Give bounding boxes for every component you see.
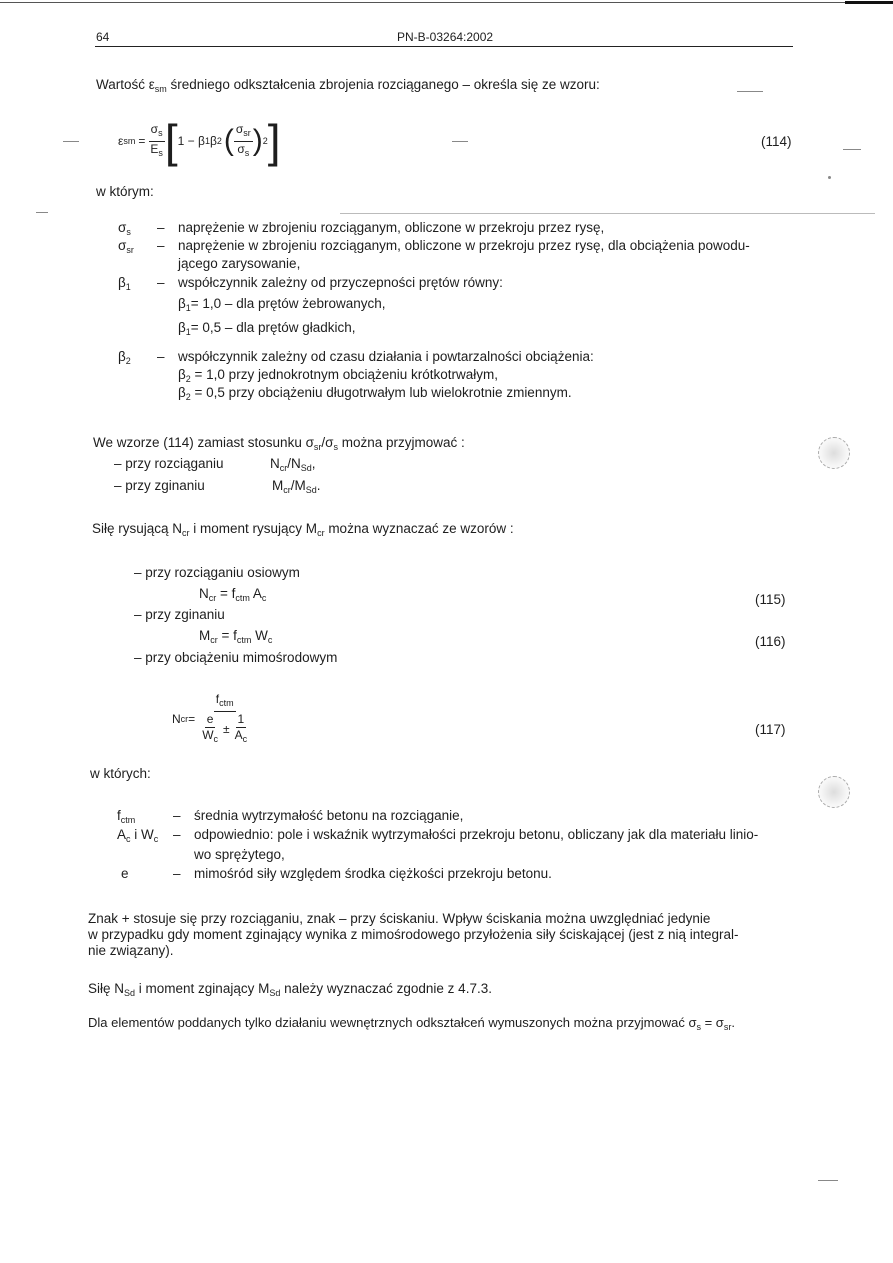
formula-116: $M_{cr} = f_{ctm}$ $W_c$: [199, 628, 273, 645]
def-beta1-ribbed: $\beta_1= 1,0$ – dla prętów żebrowanych,: [178, 296, 386, 313]
scan-mark: [737, 91, 763, 92]
def-beta2-symbol: $\beta_2$: [118, 349, 131, 366]
def-fctm-text: średnia wytrzymałość betonu na rozciąganie,: [194, 808, 464, 823]
def-e-symbol: e: [121, 866, 129, 881]
scan-mark: [36, 212, 48, 213]
def-sigma-s-text: naprężenie w zbrojeniu rozciąganym, obliczone w przekroju przez rysę,: [178, 220, 605, 235]
sign-paragraph-line1: Znak + stosuje się przy rozciąganiu, znak – przy ściskaniu. Wpływ ściskania można uwzględniać jedynie: [88, 911, 711, 926]
case-axial-label: – przy rozciąganiu osiowym: [134, 565, 300, 580]
scan-mark: [340, 213, 875, 214]
standard-code: PN-B-03264:2002: [397, 30, 494, 44]
w-ktorych-label: w których:: [90, 766, 151, 781]
def-ac-wc-text-cont: wo sprężytego,: [194, 847, 285, 862]
def-sigma-sr-text-cont: jącego zarysowanie,: [178, 256, 301, 271]
forces-paragraph: Siłę rysującą $N_{cr}$ i moment rysujący $M_{cr}$ można wyznaczać ze wzorów :: [92, 521, 514, 538]
eq-number-115: (115): [755, 592, 786, 607]
def-beta1-text: współczynnik zależny od przyczepności prętów równy:: [178, 275, 503, 290]
def-beta2-long: $\beta_2 = 0,5$ przy obciążeniu długotrwałym lub wielokrotnie zmiennym.: [178, 385, 572, 402]
def-beta1-smooth: $\beta_1= 0,5$ – dla prętów gładkich,: [178, 320, 356, 337]
scan-top-edge: [0, 2, 893, 3]
def-dash: –: [157, 220, 165, 235]
def-ac-wc-symbol: $A_c$ i $W_c$: [117, 827, 159, 844]
def-sigma-s-symbol: $\sigma_s$: [118, 220, 131, 237]
def-beta1-symbol: $\beta_1$: [118, 275, 131, 292]
eq-number-116: (116): [755, 634, 786, 649]
ratio-paragraph: We wzorze (114) zamiast stosunku $\sigma_{sr}/\sigma_s$ można przyjmować :: [93, 435, 465, 452]
scan-mark: [452, 141, 468, 142]
case-eccentric-label: – przy obciążeniu mimośrodowym: [134, 650, 338, 665]
formula-114: ε sm = $\frac{\sigma_s}{E_s}$ [ 1 − β 1 β 2 ( $\frac{\sigma_{sr}}{\sigma_s}$ ) 2 ]: [118, 115, 281, 167]
punch-hole-mark: [818, 437, 850, 469]
def-sigma-sr-text: naprężenie w zbrojeniu rozciąganym, obliczone w przekroju przez rysę, dla obciążenia powodu-: [178, 238, 750, 253]
sign-paragraph-line2: w przypadku gdy moment zginający wynika z mimośrodowego przyłożenia siły ściskającej (jest z nią integral-: [88, 927, 739, 942]
case-bending-label: – przy zginaniu: [134, 607, 225, 622]
w-ktorym-label: w którym:: [96, 184, 154, 199]
def-dash: –: [173, 808, 181, 823]
def-ac-wc-text: odpowiednio: pole i wskaźnik wytrzymałości przekroju betonu, obliczany jak dla materiału linio-: [194, 827, 759, 842]
scan-mark: [818, 1180, 838, 1181]
last-paragraph: Dla elementów poddanych tylko działaniu wewnętrznych odkształceń wymuszonych można przyjmować $\sigma_s = \sigma_{sr}$.: [88, 1015, 735, 1032]
header-rule: [95, 46, 793, 47]
formula-117: N cr = $f_{ctm}$ $\frac{e}{W_c}$ ± $\frac{1}{A_c}$: [172, 691, 248, 744]
def-e-text: mimośród siły względem środka ciężkości przekroju betonu.: [194, 866, 552, 881]
ratio-bending-label: – przy zginaniu: [114, 478, 205, 493]
scan-mark: [843, 149, 861, 150]
def-dash: –: [157, 238, 165, 253]
ratio-tension-label: – przy rozciąganiu: [114, 456, 224, 471]
scan-mark: [828, 176, 831, 179]
def-sigma-sr-symbol: $\sigma_{sr}$: [118, 238, 134, 255]
scan-mark: [63, 141, 79, 142]
page-number: 64: [96, 30, 110, 44]
def-dash: –: [173, 866, 181, 881]
def-fctm-symbol: $f_{ctm}$: [117, 808, 136, 825]
eq-number-114: (114): [761, 134, 792, 149]
ratio-bending-value: $M_{cr}/M_{Sd}$.: [272, 478, 321, 495]
def-dash: –: [173, 827, 181, 842]
sign-paragraph-line3: nie związany).: [88, 943, 174, 958]
eq-number-117: (117): [755, 722, 786, 737]
def-dash: –: [157, 275, 165, 290]
ratio-tension-value: $N_{cr}/N_{Sd}$,: [270, 456, 316, 473]
def-beta2-text: współczynnik zależny od czasu działania i powtarzalności obciążenia:: [178, 349, 594, 364]
intro-sentence: Wartość $\varepsilon_{sm}$ średniego odkształcenia zbrojenia rozciąganego – określa się ze wzoru:: [96, 77, 600, 94]
punch-hole-mark: [818, 776, 850, 808]
def-dash: –: [157, 349, 165, 364]
nsd-paragraph: Siłę $N_{Sd}$ i moment zginający $M_{Sd}$ należy wyznaczać zgodnie z 4.7.3.: [88, 981, 492, 998]
scan-top-edge-mark: [845, 1, 893, 4]
def-beta2-short: $\beta_2 = 1,0$ przy jednokrotnym obciążeniu krótkotrwałym,: [178, 367, 499, 384]
formula-115: $N_{cr} = f_{ctm}$ $A_c$: [199, 586, 267, 603]
